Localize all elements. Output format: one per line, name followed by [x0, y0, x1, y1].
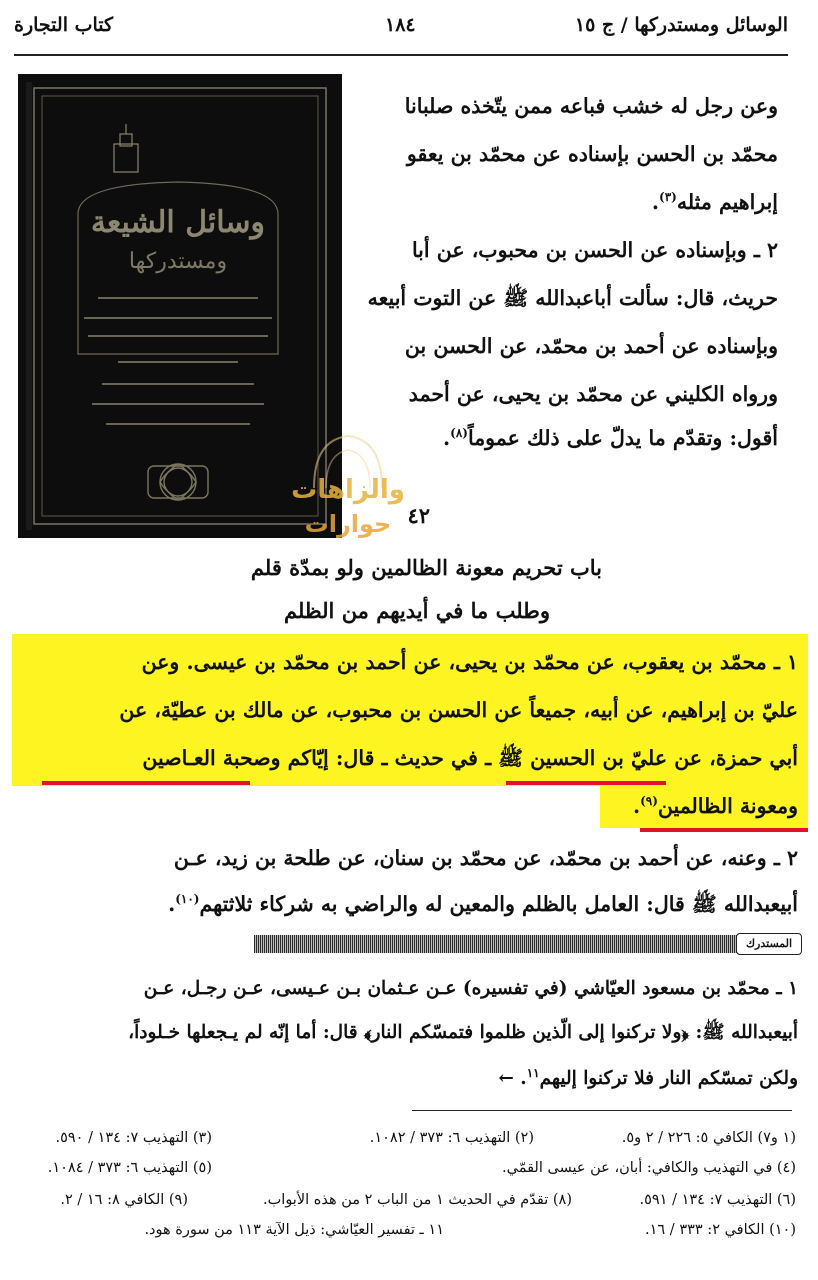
footnote: (١ و٧) الكافي ٥: ٢٢٦ / ٢ و٥. — [621, 1130, 796, 1146]
footnote-rule — [412, 1110, 792, 1111]
chapter-title-line-1: باب تحريم معونة الظالمين ولو بمدّة قلم — [250, 555, 602, 580]
text-line: ورواه الكليني عن محمّد بن يحيى، عن أحمد — [408, 382, 778, 406]
mustadrak-line: ولكن تمسّكم النار فلا تركنوا إليهم$^{١١}$. ← — [498, 1066, 798, 1090]
text-line: إبراهيم مثله$^{(٣)}$. — [651, 190, 778, 214]
text-line: حريث، قال: سألت أباعبدالله ﷺ عن التوت أبيعه — [367, 286, 778, 310]
text-line: وبإسناده عن أحمد بن محمّد، عن الحسن بن — [404, 334, 778, 358]
footnote: (٩) الكافي ٨: ١٦ / ٢. — [60, 1192, 188, 1208]
footnote-marker: (٣) — [659, 190, 677, 205]
header-rule — [14, 54, 788, 56]
footnote: (٨) تقدّم في الحديث ١ من الباب ٢ من هذه الأبواب. — [263, 1192, 572, 1208]
footnote: (٣) التهذيب ٧: ١٣٤ / ٥٩٠. — [55, 1130, 212, 1146]
red-underline — [506, 781, 666, 785]
running-header-book: كتاب التجارة — [14, 14, 114, 36]
text-line: أقول: وتقدّم ما يدلّ على ذلك عموماً$^{(٨)}$. — [442, 426, 778, 450]
cover-title: وسائل الشيعة — [90, 205, 266, 240]
mustadrak-divider — [254, 935, 738, 953]
footnote: ١١ ـ تفسير العيّاشي: ذيل الآية ١١٣ من سورة هود. — [144, 1222, 444, 1238]
running-header-volume: الوسائل ومستدركها / ج ١٥ — [574, 14, 788, 36]
footnote-marker: (٩) — [640, 794, 658, 809]
mustadrak-line: أبيعبدالله ﷺ: ﴿ولا تركنوا إلى الّذين ظلموا فتمسّكم النار﴾ قال: أما إنّه لم يـجعلها خـلوداً، — [128, 1022, 798, 1043]
footnote-marker: (٨) — [450, 426, 468, 441]
mustadrak-line: ١ ـ محمّد بن مسعود العيّاشي (في تفسيره) عـن عـثمان بـن عـيسى، عـن رجـل، عـن — [143, 978, 798, 999]
red-underline — [640, 828, 808, 832]
book-cover-image — [18, 74, 342, 538]
footnote-marker: (١٠) — [175, 892, 200, 907]
hadith-2-line: ٢ ـ وعنه، عن أحمد بن محمّد، عن محمّد بن سنان، عن طلحة بن زيد، عـن — [173, 846, 798, 870]
hadith-1-line: ١ ـ محمّد بن يعقوب، عن محمّد بن يحيى، عن أحمد بن محمّد بن عيسى. وعن — [141, 650, 798, 674]
footnote: (٦) التهذيب ٧: ١٣٤ / ٥٩١. — [639, 1192, 796, 1208]
page-number: ١٨٤ — [385, 14, 416, 36]
red-underline — [42, 781, 250, 785]
mustadrak-label: المستدرك — [736, 933, 802, 955]
footnote: (٢) التهذيب ٦: ٣٧٣ / ١٠٨٢. — [369, 1130, 534, 1146]
footnote: (٥) التهذيب ٦: ٣٧٣ / ١٠٨٤. — [47, 1160, 212, 1176]
text-line: محمّد بن الحسن بإسناده عن محمّد بن يعقو — [406, 142, 778, 166]
footnote: (٤) في التهذيب والكافي: أبان، عن عيسى القمّي. — [502, 1160, 796, 1176]
watermark-text: والزاهات — [292, 475, 404, 505]
text-line: وعن رجل له خشب فباعه ممن يتّخذه صلبانا — [404, 94, 778, 118]
chapter-number: ٤٢ — [407, 503, 430, 528]
hadith-1-line: عليّ بن إبراهيم، عن أبيه، جميعاً عن الحسن بن محبوب، عن مالك بن عطيّة، عن — [119, 698, 798, 722]
chapter-title-line-2: وطلب ما في أيديهم من الظلم — [284, 598, 550, 623]
watermark-text: حوارات — [304, 510, 392, 538]
hadith-2-line: أبيعبدالله ﷺ قال: العامل بالظلم والمعين له والراضي به شركاء ثلاثتهم$^{(١٠)}$. — [168, 892, 798, 916]
hadith-1-line: أبي حمزة، عن عليّ بن الحسين ﷺ ـ في حديث ـ قال: إيّاكم وصحبة العـاصين — [142, 746, 798, 770]
footnote: (١٠) الكافي ٢: ٣٣٣ / ١٦. — [645, 1222, 796, 1238]
hadith-1-line: ومعونة الظالمين$^{(٩)}$. — [632, 794, 798, 818]
text-line: ٢ ـ وبإسناده عن الحسن بن محبوب، عن أبا — [411, 238, 778, 262]
cover-subtitle: ومستدركها — [128, 249, 228, 274]
footnote-marker: ١١ — [526, 1066, 540, 1080]
